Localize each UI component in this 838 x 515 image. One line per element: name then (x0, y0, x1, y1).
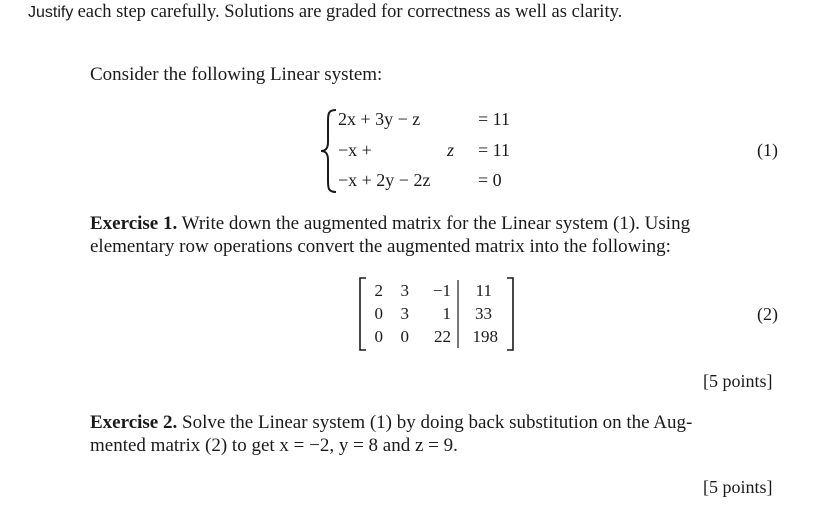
points-exercise-1: [5 points] (703, 371, 773, 391)
equation-label-2: (2) (757, 304, 778, 324)
left-brace (318, 108, 340, 194)
system-row-3-rhs: = 0 (478, 170, 502, 190)
matrix-cell: 33 (475, 304, 492, 323)
matrix-cell: 0 (374, 327, 383, 346)
system-row-3-lhs: −x + 2y − 2z (338, 170, 431, 190)
instructions-line (28, 2, 622, 23)
exercise-1-line-2: elementary row operations convert the augmented matrix into the following: (90, 236, 671, 257)
matrix-cell: 11 (475, 281, 492, 300)
system-row-1-rhs: = 11 (478, 109, 510, 129)
system-intro: Consider the following Linear system: (90, 64, 383, 85)
system-row-1-lhs: 2x + 3y − z (338, 109, 421, 129)
matrix-cell: 0 (400, 327, 409, 346)
exercise-1-text-1: Write down the augmented matrix for the Linear system (1). Using (181, 213, 691, 234)
instructions-text: each step carefully. Solutions are graded for correctness as well as clarity. (77, 2, 623, 22)
instructions-first-word: Justify (28, 4, 74, 21)
matrix-cell: 3 (400, 281, 409, 300)
matrix-cell: 22 (434, 327, 451, 346)
matrix-cell: 0 (374, 304, 383, 323)
matrix-augment-divider (457, 280, 459, 348)
points-exercise-2: [5 points] (703, 477, 773, 497)
matrix-cell: 3 (400, 304, 409, 323)
matrix-right-bracket (505, 277, 515, 351)
exercise-2-text-1: Solve the Linear system (1) by doing back substitution on the Aug- (182, 412, 693, 433)
system-row-2-z: z (447, 140, 455, 160)
exercise-1-title: Exercise 1. (90, 213, 178, 234)
matrix-cell: 2 (374, 281, 383, 300)
exercise-2-line-1 (90, 411, 692, 434)
system-row-2-rhs: = 11 (478, 140, 510, 160)
system-row-2-lhs: −x + (338, 140, 372, 160)
equation-label-1: (1) (757, 140, 778, 160)
exercise-2-line-2: mented matrix (2) to get x = −2, y = 8 and z = 9. (90, 435, 458, 456)
matrix-cell: −1 (432, 281, 451, 300)
matrix-cell: 198 (472, 327, 498, 346)
exercise-1-line-1 (90, 212, 690, 235)
exercise-2-title: Exercise 2. (90, 412, 178, 433)
matrix-cell: 1 (442, 304, 451, 323)
